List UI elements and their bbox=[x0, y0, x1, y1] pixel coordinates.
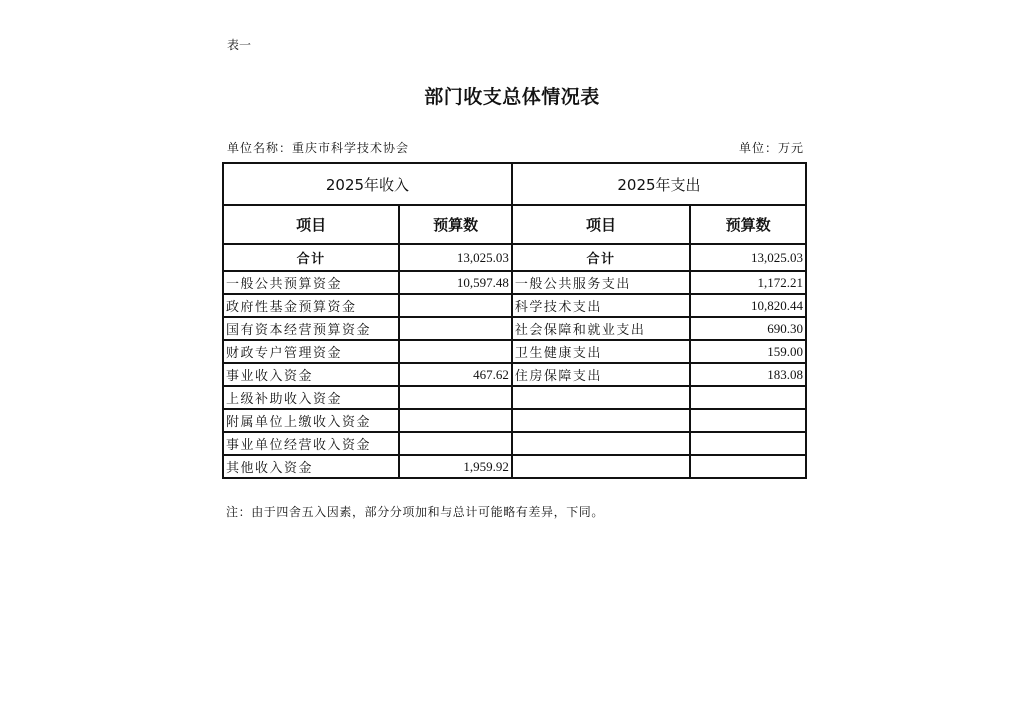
expense-total-label: 合计 bbox=[512, 244, 690, 271]
expense-item bbox=[512, 409, 690, 432]
income-header: 2025年收入 bbox=[223, 163, 512, 205]
table-row bbox=[223, 432, 806, 455]
income-value: 1,959.92 bbox=[399, 455, 512, 478]
income-item: 事业单位经营收入资金 bbox=[223, 432, 399, 455]
total-row bbox=[223, 244, 806, 271]
page-title bbox=[0, 82, 1024, 109]
income-item: 上级补助收入资金 bbox=[223, 386, 399, 409]
income-value: 10,597.48 bbox=[399, 271, 512, 294]
footnote: 注：由于四舍五入因素，部分分项加和与总计可能略有差异，下同。 bbox=[226, 505, 605, 519]
income-value bbox=[399, 340, 512, 363]
expense-value bbox=[690, 455, 806, 478]
expense-item: 卫生健康支出 bbox=[512, 340, 690, 363]
expense-header: 2025年支出 bbox=[512, 163, 806, 205]
income-total-value: 13,025.03 bbox=[399, 244, 512, 271]
income-item: 政府性基金预算资金 bbox=[223, 294, 399, 317]
income-item: 事业收入资金 bbox=[223, 363, 399, 386]
income-value bbox=[399, 294, 512, 317]
expense-item bbox=[512, 432, 690, 455]
income-item: 财政专户管理资金 bbox=[223, 340, 399, 363]
expense-value: 1,172.21 bbox=[690, 271, 806, 294]
income-item: 一般公共预算资金 bbox=[223, 271, 399, 294]
expense-value: 10,820.44 bbox=[690, 294, 806, 317]
expense-value: 690.30 bbox=[690, 317, 806, 340]
table-row bbox=[223, 294, 806, 317]
page-title-text: 部门收支总体情况表 bbox=[424, 86, 600, 108]
budget-table bbox=[222, 162, 807, 479]
income-budget-header: 预算数 bbox=[399, 205, 512, 244]
table-row bbox=[223, 409, 806, 432]
income-value: 467.62 bbox=[399, 363, 512, 386]
table-row bbox=[223, 317, 806, 340]
income-item: 附属单位上缴收入资金 bbox=[223, 409, 399, 432]
unit-name: 单位名称：重庆市科学技术协会 bbox=[227, 141, 410, 155]
income-item: 国有资本经营预算资金 bbox=[223, 317, 399, 340]
expense-value bbox=[690, 386, 806, 409]
expense-value bbox=[690, 409, 806, 432]
expense-value: 159.00 bbox=[690, 340, 806, 363]
expense-item: 住房保障支出 bbox=[512, 363, 690, 386]
expense-item: 社会保障和就业支出 bbox=[512, 317, 690, 340]
expense-item: 科学技术支出 bbox=[512, 294, 690, 317]
income-item-header: 项目 bbox=[223, 205, 399, 244]
expense-value bbox=[690, 432, 806, 455]
table-row bbox=[223, 271, 806, 294]
income-value bbox=[399, 409, 512, 432]
table-label: 表一 bbox=[227, 38, 252, 52]
income-value bbox=[399, 386, 512, 409]
expense-item bbox=[512, 386, 690, 409]
unit-label: 单位：万元 bbox=[738, 141, 804, 155]
expense-value: 183.08 bbox=[690, 363, 806, 386]
expense-item-header: 项目 bbox=[512, 205, 690, 244]
income-item: 其他收入资金 bbox=[223, 455, 399, 478]
expense-budget-header: 预算数 bbox=[690, 205, 806, 244]
table-header-row bbox=[223, 163, 806, 205]
table-row bbox=[223, 340, 806, 363]
table-row bbox=[223, 455, 806, 478]
column-header-row bbox=[223, 205, 806, 244]
income-total-label: 合计 bbox=[223, 244, 399, 271]
expense-item: 一般公共服务支出 bbox=[512, 271, 690, 294]
income-value bbox=[399, 317, 512, 340]
expense-total-value: 13,025.03 bbox=[690, 244, 806, 271]
income-value bbox=[399, 432, 512, 455]
table-row bbox=[223, 386, 806, 409]
table-row bbox=[223, 363, 806, 386]
expense-item bbox=[512, 455, 690, 478]
